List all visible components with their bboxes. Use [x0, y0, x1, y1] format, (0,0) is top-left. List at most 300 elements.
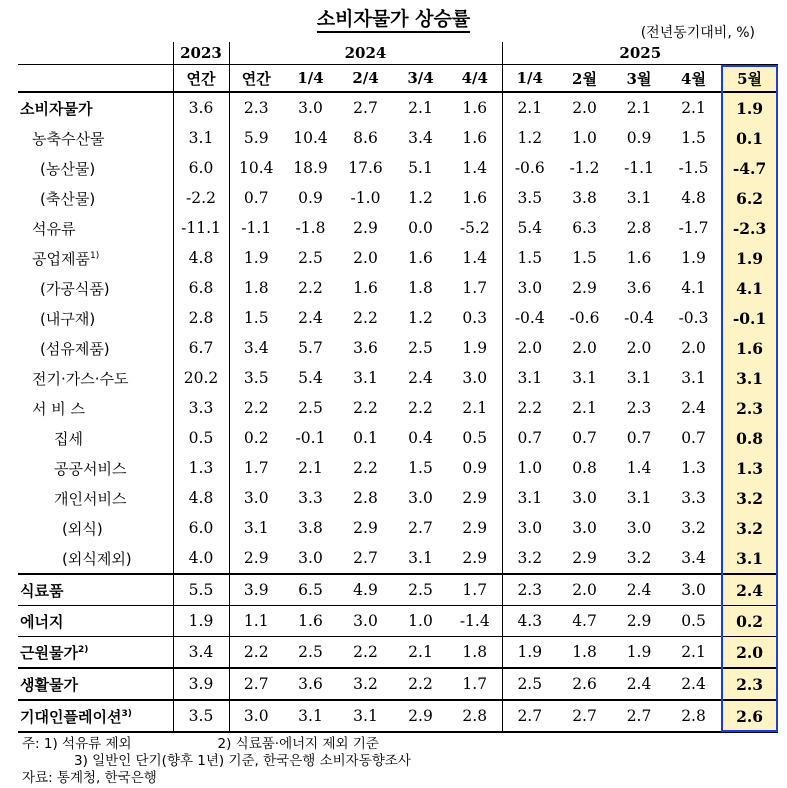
value-cell: 3.0 — [298, 99, 323, 117]
value-cell: 3.0 — [626, 519, 652, 537]
value-cell: 2.5 — [393, 574, 448, 606]
highlight-cell: -2.3 — [721, 213, 778, 243]
table-title: 소비자물가 상승률 — [0, 4, 787, 31]
table-row — [18, 123, 778, 153]
value-cell: 3.1 — [338, 700, 393, 732]
value-cell: 3.0 — [408, 489, 433, 507]
table-row — [18, 513, 778, 543]
highlight-cell: 1.6 — [721, 333, 778, 363]
value-cell: 2.2 — [229, 393, 283, 423]
row-label-text: 농축수산물 — [32, 129, 105, 148]
value-cell: 0.1 — [353, 429, 378, 447]
value-cell: 3.6 — [283, 668, 338, 700]
table-row — [18, 393, 778, 423]
value-cell: 2.2 — [393, 668, 448, 700]
value-cell: 2.1 — [393, 637, 448, 669]
value-cell: 3.2 — [681, 519, 706, 537]
row-label — [18, 393, 173, 423]
value-cell: 3.1 — [408, 549, 433, 567]
value-cell: 1.2 — [502, 123, 557, 153]
cpi-table — [18, 42, 778, 733]
value-cell: 2.9 — [462, 549, 488, 567]
value-cell: 5.7 — [298, 339, 323, 357]
value-cell: 3.1 — [173, 123, 229, 153]
period-header: 3월 — [612, 65, 666, 93]
value-cell: 2.1 — [626, 99, 652, 117]
row-label-text: 공업제품 — [32, 249, 90, 268]
value-cell: 6.8 — [173, 273, 229, 303]
value-cell: 0.7 — [572, 429, 597, 447]
period-header-highlight: 5월 — [721, 65, 778, 93]
value-cell: 1.9 — [462, 339, 488, 357]
value-cell: 6.3 — [572, 219, 597, 237]
value-cell: 20.2 — [173, 363, 229, 393]
value-cell: 2.1 — [572, 399, 597, 417]
value-cell: 2.9 — [572, 549, 597, 567]
table-row — [18, 606, 778, 637]
table-row — [18, 213, 778, 243]
table-row — [18, 363, 778, 393]
footnote-marker: 3) — [121, 708, 132, 719]
highlight-cell: 1.3 — [721, 453, 778, 483]
value-cell: 1.6 — [626, 249, 652, 267]
value-cell: 2.2 — [338, 637, 393, 669]
value-cell: 1.5 — [408, 459, 433, 477]
value-cell: 1.3 — [681, 459, 706, 477]
value-cell: 1.9 — [502, 637, 557, 669]
source-note: 자료: 통계청, 한국은행 — [22, 770, 157, 786]
value-cell: 0.5 — [462, 429, 488, 447]
value-cell: 2.9 — [572, 279, 597, 297]
value-cell: 2.8 — [353, 489, 378, 507]
value-cell: 1.3 — [173, 453, 229, 483]
table-body — [18, 92, 778, 732]
value-cell: 2.9 — [353, 519, 378, 537]
value-cell: 3.0 — [229, 700, 283, 732]
value-cell: 0.3 — [462, 309, 488, 327]
value-cell: 2.0 — [502, 333, 557, 363]
value-cell: 2.9 — [612, 606, 666, 637]
value-cell: 1.8 — [408, 279, 433, 297]
value-cell: 3.4 — [681, 549, 706, 567]
value-cell: 2.5 — [502, 668, 557, 700]
value-cell: 4.3 — [502, 606, 557, 637]
value-cell: 1.9 — [681, 249, 706, 267]
value-cell: 0.9 — [626, 129, 652, 147]
row-label-text: (농산물) — [40, 159, 96, 178]
value-cell: 6.0 — [173, 513, 229, 543]
year-2025: 2025 — [502, 42, 778, 65]
value-cell: 2.3 — [229, 92, 283, 123]
value-cell: 3.5 — [173, 700, 229, 732]
value-cell: 3.5 — [229, 363, 283, 393]
value-cell: 1.4 — [462, 159, 488, 177]
row-label-text: (외식) — [62, 519, 103, 538]
value-cell: 6.7 — [173, 333, 229, 363]
row-label — [18, 92, 173, 123]
highlight-cell: 0.2 — [721, 606, 778, 637]
value-cell: 1.5 — [681, 129, 706, 147]
value-cell: 2.1 — [408, 99, 433, 117]
value-cell: 3.1 — [502, 483, 557, 513]
value-cell: 5.9 — [229, 123, 283, 153]
value-cell: 2.7 — [353, 549, 378, 567]
value-cell: 0.7 — [681, 429, 706, 447]
value-cell: 3.1 — [681, 369, 706, 387]
value-cell: 6.5 — [283, 574, 338, 606]
table-row — [18, 153, 778, 183]
row-label — [18, 513, 173, 543]
table-row — [18, 453, 778, 483]
highlight-cell: 1.9 — [721, 92, 778, 123]
value-cell: 3.4 — [173, 637, 229, 669]
value-cell: 4.7 — [557, 606, 612, 637]
row-label — [18, 483, 173, 513]
value-cell: 2.0 — [681, 339, 706, 357]
highlight-cell: 6.2 — [721, 183, 778, 213]
highlight-cell: 3.1 — [721, 543, 778, 574]
highlight-cell: 2.4 — [721, 574, 778, 606]
year-2024: 2024 — [229, 42, 502, 65]
value-cell: 1.6 — [462, 129, 488, 147]
row-label — [18, 574, 173, 606]
value-cell: 0.0 — [408, 219, 433, 237]
value-cell: 0.7 — [502, 423, 557, 453]
value-cell: 0.9 — [298, 189, 323, 207]
table-row — [18, 483, 778, 513]
highlight-cell: 2.3 — [721, 668, 778, 700]
value-cell: 2.7 — [612, 700, 666, 732]
row-label — [18, 183, 173, 213]
value-cell: 3.0 — [502, 513, 557, 543]
year-2023: 2023 — [173, 42, 229, 65]
value-cell: 1.5 — [572, 249, 597, 267]
row-label — [18, 123, 173, 153]
year-header-row — [18, 42, 778, 65]
value-cell: 3.1 — [502, 363, 557, 393]
value-cell: 2.1 — [298, 459, 323, 477]
value-cell: 1.6 — [462, 99, 488, 117]
value-cell: 3.0 — [666, 574, 721, 606]
value-cell: 1.9 — [612, 637, 666, 669]
value-cell: 1.6 — [408, 249, 433, 267]
row-label — [18, 213, 173, 243]
value-cell: 2.4 — [666, 668, 721, 700]
value-cell: -0.6 — [569, 309, 600, 327]
row-label-text: (내구재) — [40, 309, 96, 328]
row-label-text: (가공식품) — [40, 279, 110, 298]
value-cell: 2.0 — [572, 339, 597, 357]
value-cell: -1.2 — [569, 159, 600, 177]
value-cell: 3.0 — [502, 273, 557, 303]
period-header: 2월 — [557, 65, 612, 93]
value-cell: 2.5 — [298, 249, 323, 267]
value-cell: 1.4 — [626, 459, 652, 477]
footnotes — [22, 736, 411, 787]
value-cell: 3.6 — [173, 92, 229, 123]
row-label — [18, 606, 173, 637]
value-cell: 1.9 — [173, 606, 229, 637]
value-cell: -1.1 — [229, 213, 283, 243]
value-cell: 18.9 — [293, 159, 328, 177]
highlight-cell: 3.2 — [721, 513, 778, 543]
value-cell: 1.0 — [572, 129, 597, 147]
value-cell: 1.0 — [502, 453, 557, 483]
value-cell: -5.2 — [459, 219, 490, 237]
value-cell: 2.5 — [408, 339, 433, 357]
row-label-text: 서 비 스 — [32, 399, 86, 418]
highlight-cell: 1.9 — [721, 243, 778, 273]
period-header: 1/4 — [283, 65, 338, 93]
period-header: 3/4 — [393, 65, 448, 93]
value-cell: -1.1 — [624, 159, 654, 177]
row-label-text: (외식제외) — [62, 549, 132, 568]
value-cell: 2.2 — [229, 637, 283, 669]
value-cell: 1.8 — [448, 637, 502, 669]
table-row — [18, 273, 778, 303]
value-cell: 3.1 — [229, 513, 283, 543]
value-cell: 2.4 — [612, 574, 666, 606]
value-cell: 3.6 — [353, 339, 378, 357]
value-cell: 3.0 — [572, 519, 597, 537]
value-cell: 2.7 — [353, 99, 378, 117]
value-cell: 2.7 — [502, 700, 557, 732]
table-row — [18, 333, 778, 363]
value-cell: 2.6 — [557, 668, 612, 700]
value-cell: 10.4 — [229, 153, 283, 183]
highlight-cell: 2.0 — [721, 637, 778, 669]
value-cell: 1.2 — [408, 309, 433, 327]
value-cell: -11.1 — [173, 213, 229, 243]
value-cell: 3.3 — [173, 393, 229, 423]
value-cell: 3.0 — [572, 489, 597, 507]
value-cell: 3.5 — [502, 183, 557, 213]
value-cell: 0.5 — [173, 423, 229, 453]
row-label — [18, 273, 173, 303]
value-cell: 2.0 — [626, 339, 652, 357]
value-cell: 3.0 — [298, 549, 323, 567]
value-cell: 2.4 — [408, 369, 433, 387]
value-cell: 1.8 — [557, 637, 612, 669]
value-cell: 0.4 — [408, 429, 433, 447]
value-cell: 4.0 — [173, 543, 229, 574]
row-label-text: (축산물) — [40, 189, 96, 208]
table-row — [18, 668, 778, 700]
table-row — [18, 423, 778, 453]
value-cell: 3.0 — [338, 606, 393, 637]
value-cell: 2.4 — [612, 668, 666, 700]
value-cell: 3.0 — [462, 369, 488, 387]
row-label-text: 소비자물가 — [20, 99, 93, 118]
table-row — [18, 243, 778, 273]
row-label — [18, 423, 173, 453]
row-label — [18, 243, 173, 273]
corner-cell — [18, 42, 173, 65]
value-cell: 4.8 — [681, 189, 706, 207]
value-cell: 2.9 — [393, 700, 448, 732]
value-cell: 3.1 — [572, 369, 597, 387]
period-header: 연간 — [229, 65, 283, 93]
table-row — [18, 543, 778, 574]
value-cell: 2.2 — [353, 459, 378, 477]
value-cell: 3.1 — [626, 189, 652, 207]
value-cell: 4.1 — [681, 279, 706, 297]
value-cell: -0.6 — [502, 153, 557, 183]
value-cell: 2.9 — [462, 489, 488, 507]
unit-label: (전년동기대비, %) — [640, 25, 755, 41]
value-cell: 2.2 — [353, 309, 378, 327]
row-label-text: 집세 — [54, 429, 83, 448]
value-cell: 2.2 — [502, 393, 557, 423]
value-cell: 3.4 — [229, 333, 283, 363]
row-label-text: 식료품 — [20, 581, 64, 600]
value-cell: 6.0 — [173, 153, 229, 183]
value-cell: 3.8 — [572, 189, 597, 207]
value-cell: 0.9 — [462, 459, 488, 477]
value-cell: 2.7 — [229, 668, 283, 700]
value-cell: -1.7 — [678, 219, 709, 237]
highlight-cell: 3.2 — [721, 483, 778, 513]
value-cell: 3.1 — [626, 369, 652, 387]
value-cell: 2.7 — [557, 700, 612, 732]
row-label — [18, 153, 173, 183]
value-cell: 2.7 — [408, 519, 433, 537]
row-label — [18, 700, 173, 732]
row-label — [18, 637, 173, 669]
value-cell: 2.0 — [353, 249, 378, 267]
row-label-text: 석유류 — [32, 219, 76, 238]
value-cell: 2.8 — [448, 700, 502, 732]
value-cell: 3.6 — [626, 279, 652, 297]
value-cell: 2.1 — [666, 637, 721, 669]
value-cell: -1.8 — [295, 219, 326, 237]
value-cell: 4.9 — [338, 574, 393, 606]
value-cell: 10.4 — [293, 129, 328, 147]
period-header: 1/4 — [502, 65, 557, 93]
value-cell: 1.6 — [353, 279, 378, 297]
value-cell: 4.8 — [173, 243, 229, 273]
table-row — [18, 637, 778, 669]
value-cell: 3.3 — [298, 489, 323, 507]
row-label-text: (섬유제품) — [40, 339, 110, 358]
value-cell: 1.6 — [462, 189, 488, 207]
value-cell: 1.7 — [462, 279, 488, 297]
table-row — [18, 700, 778, 732]
value-cell: -0.3 — [678, 309, 709, 327]
highlight-cell: 2.6 — [721, 700, 778, 732]
value-cell: 3.0 — [229, 483, 283, 513]
value-cell: 2.3 — [502, 574, 557, 606]
table-row — [18, 183, 778, 213]
value-cell: 1.7 — [448, 574, 502, 606]
value-cell: 2.1 — [502, 92, 557, 123]
value-cell: 4.8 — [173, 483, 229, 513]
value-cell: 1.0 — [393, 606, 448, 637]
value-cell: 2.5 — [298, 399, 323, 417]
value-cell: 2.4 — [681, 399, 706, 417]
row-label-text: 개인서비스 — [54, 489, 127, 508]
footnote-marker: 1) — [89, 250, 100, 261]
value-cell: 2.2 — [298, 279, 323, 297]
highlight-cell: 4.1 — [721, 273, 778, 303]
value-cell: 8.6 — [353, 129, 378, 147]
value-cell: 2.2 — [353, 399, 378, 417]
value-cell: 2.0 — [572, 99, 597, 117]
table-row — [18, 303, 778, 333]
value-cell: 3.2 — [502, 543, 557, 574]
row-label — [18, 543, 173, 574]
footnote-marker: 2) — [77, 644, 89, 655]
corner-cell — [18, 65, 173, 93]
value-cell: 2.9 — [353, 219, 378, 237]
value-cell: 3.2 — [338, 668, 393, 700]
value-cell: -1.5 — [678, 159, 709, 177]
value-cell: 0.7 — [229, 183, 283, 213]
highlight-cell: 2.3 — [721, 393, 778, 423]
value-cell: 3.8 — [298, 519, 323, 537]
value-cell: 3.1 — [353, 369, 378, 387]
value-cell: 3.2 — [626, 549, 652, 567]
value-cell: 2.4 — [298, 309, 323, 327]
highlight-cell: 3.1 — [721, 363, 778, 393]
row-label-text: 기대인플레이션 — [20, 707, 122, 726]
highlight-cell: 0.8 — [721, 423, 778, 453]
value-cell: 3.3 — [681, 489, 706, 507]
period-header: 연간 — [173, 65, 229, 93]
row-label — [18, 453, 173, 483]
value-cell: 1.9 — [229, 243, 283, 273]
period-header: 4/4 — [448, 65, 502, 93]
period-header: 4월 — [666, 65, 721, 93]
value-cell: 1.6 — [283, 606, 338, 637]
value-cell: 0.8 — [572, 459, 597, 477]
value-cell: -2.2 — [173, 183, 229, 213]
value-cell: 1.1 — [229, 606, 283, 637]
highlight-cell: -0.1 — [721, 303, 778, 333]
row-label-text: 에너지 — [20, 612, 64, 631]
value-cell: -0.4 — [624, 309, 654, 327]
value-cell: 2.0 — [557, 574, 612, 606]
value-cell: 3.9 — [173, 668, 229, 700]
value-cell: 2.2 — [408, 399, 433, 417]
footnote-2: 2) 식료품·에너지 제외 기준 — [217, 736, 379, 752]
value-cell: 0.2 — [229, 423, 283, 453]
value-cell: 1.4 — [462, 249, 488, 267]
value-cell: 5.1 — [408, 159, 433, 177]
footnote-3: 3) 일반인 단기(향후 1년) 기준, 한국은행 소비자동향조사 — [74, 753, 411, 769]
value-cell: 2.8 — [666, 700, 721, 732]
table-row — [18, 574, 778, 606]
value-cell: 3.4 — [408, 129, 433, 147]
period-header: 2/4 — [338, 65, 393, 93]
footnote-1: 주: 1) 석유류 제외 — [22, 736, 132, 752]
value-cell: 1.8 — [229, 273, 283, 303]
value-cell: 1.2 — [408, 189, 433, 207]
table-row — [18, 92, 778, 123]
value-cell: 3.1 — [283, 700, 338, 732]
value-cell: 3.1 — [626, 489, 652, 507]
value-cell: 1.7 — [448, 668, 502, 700]
value-cell: -0.4 — [502, 303, 557, 333]
value-cell: 1.7 — [229, 453, 283, 483]
row-label-text: 근원물가 — [20, 643, 78, 662]
value-cell: 2.9 — [462, 519, 488, 537]
row-label — [18, 303, 173, 333]
value-cell: 2.3 — [626, 399, 652, 417]
highlight-cell: -4.7 — [721, 153, 778, 183]
highlight-cell: 0.1 — [721, 123, 778, 153]
value-cell: 2.1 — [681, 99, 706, 117]
